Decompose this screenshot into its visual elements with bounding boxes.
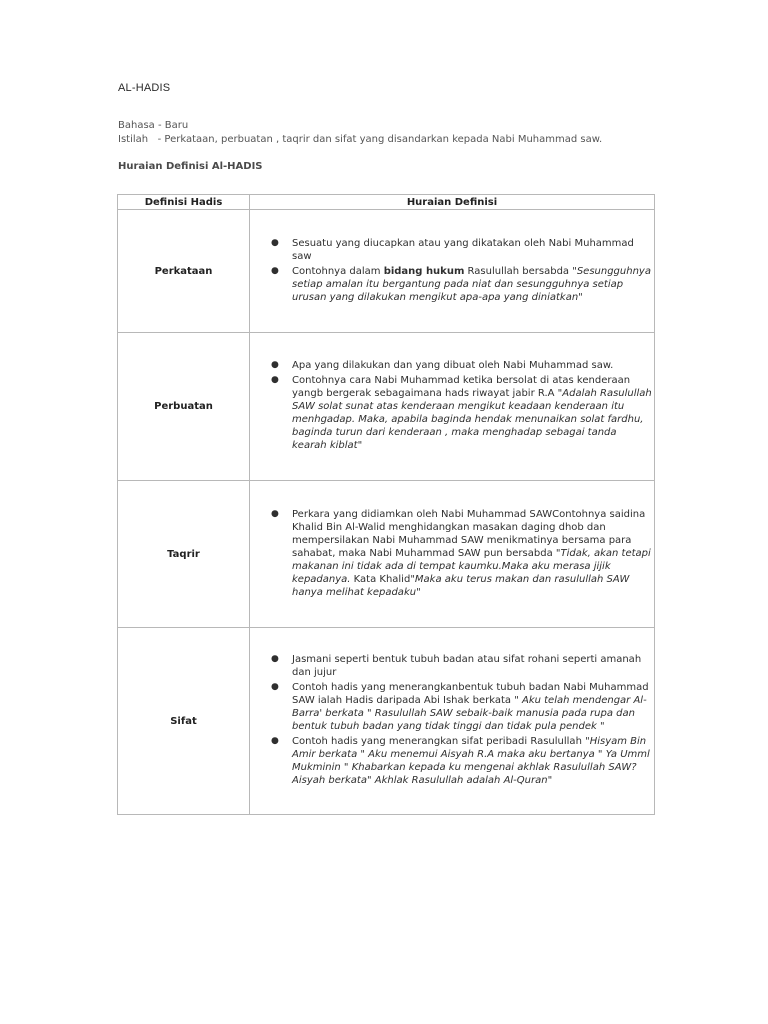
bullet-icon: ● (271, 654, 279, 664)
description-text: Contoh hadis yang menerangkanbentuk tubuh badan Nabi Muhammad SAW ialah Hadis daripada Abi Ishak berkata " (292, 682, 649, 706)
description-text: Sesuatu yang diucapkan atau yang dikatakan oleh Nabi Muhammad saw (292, 237, 634, 262)
list-item (271, 653, 652, 679)
list-item (271, 374, 652, 452)
bullet-list (250, 653, 654, 787)
bullet-icon: ● (271, 265, 279, 276)
bahasa-definition: Bahasa - Baru (118, 120, 189, 131)
term-cell: Taqrir (118, 481, 250, 628)
quoted-hadith-text: Hisyam Bin Amir berkata " Aku menemui Aisyah R.A maka aku bertanya " Ya Umml Mukminin " Khabarkan kepada ku mengenai akhlak Rasulullah SAW? Aisyah berkata" Akhlak Rasulullah adalah Al-Quran" (292, 736, 650, 786)
list-item (271, 265, 652, 304)
list-item (271, 359, 652, 372)
bullet-icon: ● (271, 375, 279, 385)
bullet-list (250, 359, 654, 452)
list-item (271, 735, 652, 787)
table-header-row (118, 195, 655, 210)
term-cell: Sifat (118, 628, 250, 815)
description-cell (250, 333, 655, 481)
term-cell: Perkataan (118, 210, 250, 333)
quoted-hadith-text: Tidak, akan tetapi makanan ini tidak ada di tempat kaumku.Maka aku merasa jijik kepadanya. (292, 547, 651, 585)
description-text: Contoh hadis yang menerangkan sifat peribadi Rasulullah " (292, 736, 590, 747)
quoted-hadith-text: Sesungguhnya setiap amalan itu bergantung pada niat dan sesungguhnya setiap urusan yang dilakukan mengikut apa-apa yang diniatkan" (292, 265, 651, 303)
description-text: Rasulullah bersabda " (464, 265, 577, 277)
bullet-icon: ● (271, 360, 279, 370)
quoted-hadith-text: Maka aku terus makan dan rasulullah SAW hanya melihat kepadaku" (292, 573, 630, 598)
column-header-description: Huraian Definisi (250, 195, 655, 210)
description-cell (250, 628, 655, 815)
document-title: AL-HADIS (118, 82, 171, 94)
intro-definitions (118, 119, 602, 147)
bold-text: bidang hukum (383, 265, 465, 277)
quoted-hadith-text: Adalah Rasulullah SAW solat sunat atas kenderaan mengikut keadaan kenderaan itu menhgadap. Maka, apabila baginda hendak menunaikan solat fardhu, baginda turun dari kenderaan , maka menghadap sebagai tanda kearah kiblat" (292, 388, 652, 451)
list-item (271, 237, 652, 263)
description-text: Contohnya dalam (292, 265, 384, 277)
definition-table (117, 194, 655, 815)
bullet-icon: ● (271, 736, 279, 746)
istilah-definition: Istilah - Perkataan, perbuatan , taqrir dan sifat yang disandarkan kepada Nabi Muhammad saw. (118, 134, 603, 145)
column-header-term: Definisi Hadis (118, 195, 250, 210)
bullet-icon: ● (271, 237, 279, 248)
bullet-icon: ● (271, 682, 279, 692)
table-row (118, 333, 655, 481)
table-body (118, 210, 655, 815)
bullet-icon: ● (271, 508, 279, 519)
quoted-hadith-text: Aku telah mendengar Al-Barra' berkata " Rasulullah SAW sebaik-baik manusia pada rupa dan bentuk tubuh badan yang tidak tinggi dan tidak pula pendek " (292, 695, 647, 732)
list-item (271, 681, 652, 733)
term-cell: Perbuatan (118, 333, 250, 481)
bullet-list (250, 237, 654, 304)
description-text: Apa yang dilakukan dan yang dibuat oleh Nabi Muhammad saw. (292, 360, 614, 371)
description-text: Contohnya cara Nabi Muhammad ketika bersolat di atas kenderaan yangb bergerak sebagaimana hads riwayat jabir R.A " (292, 375, 631, 399)
bullet-list (250, 508, 654, 599)
table-row (118, 481, 655, 628)
description-text: Kata Khalid" (350, 573, 415, 585)
description-cell (250, 210, 655, 333)
description-text: Perkara yang didiamkan oleh Nabi Muhammad SAWContohnya saidina Khalid Bin Al-Walid menghidangkan masakan daging dhob dan mempersilakan Nabi Muhammad SAW menikmatinya bersama para sahabat, maka Nabi Muhammad SAW pun bersabda " (292, 508, 646, 559)
description-cell (250, 481, 655, 628)
table-row (118, 628, 655, 815)
description-text: Jasmani seperti bentuk tubuh badan atau sifat rohani seperti amanah dan jujur (292, 654, 642, 678)
section-heading: Huraian Definisi Al-HADIS (118, 161, 263, 172)
list-item (271, 508, 652, 599)
table-row (118, 210, 655, 333)
